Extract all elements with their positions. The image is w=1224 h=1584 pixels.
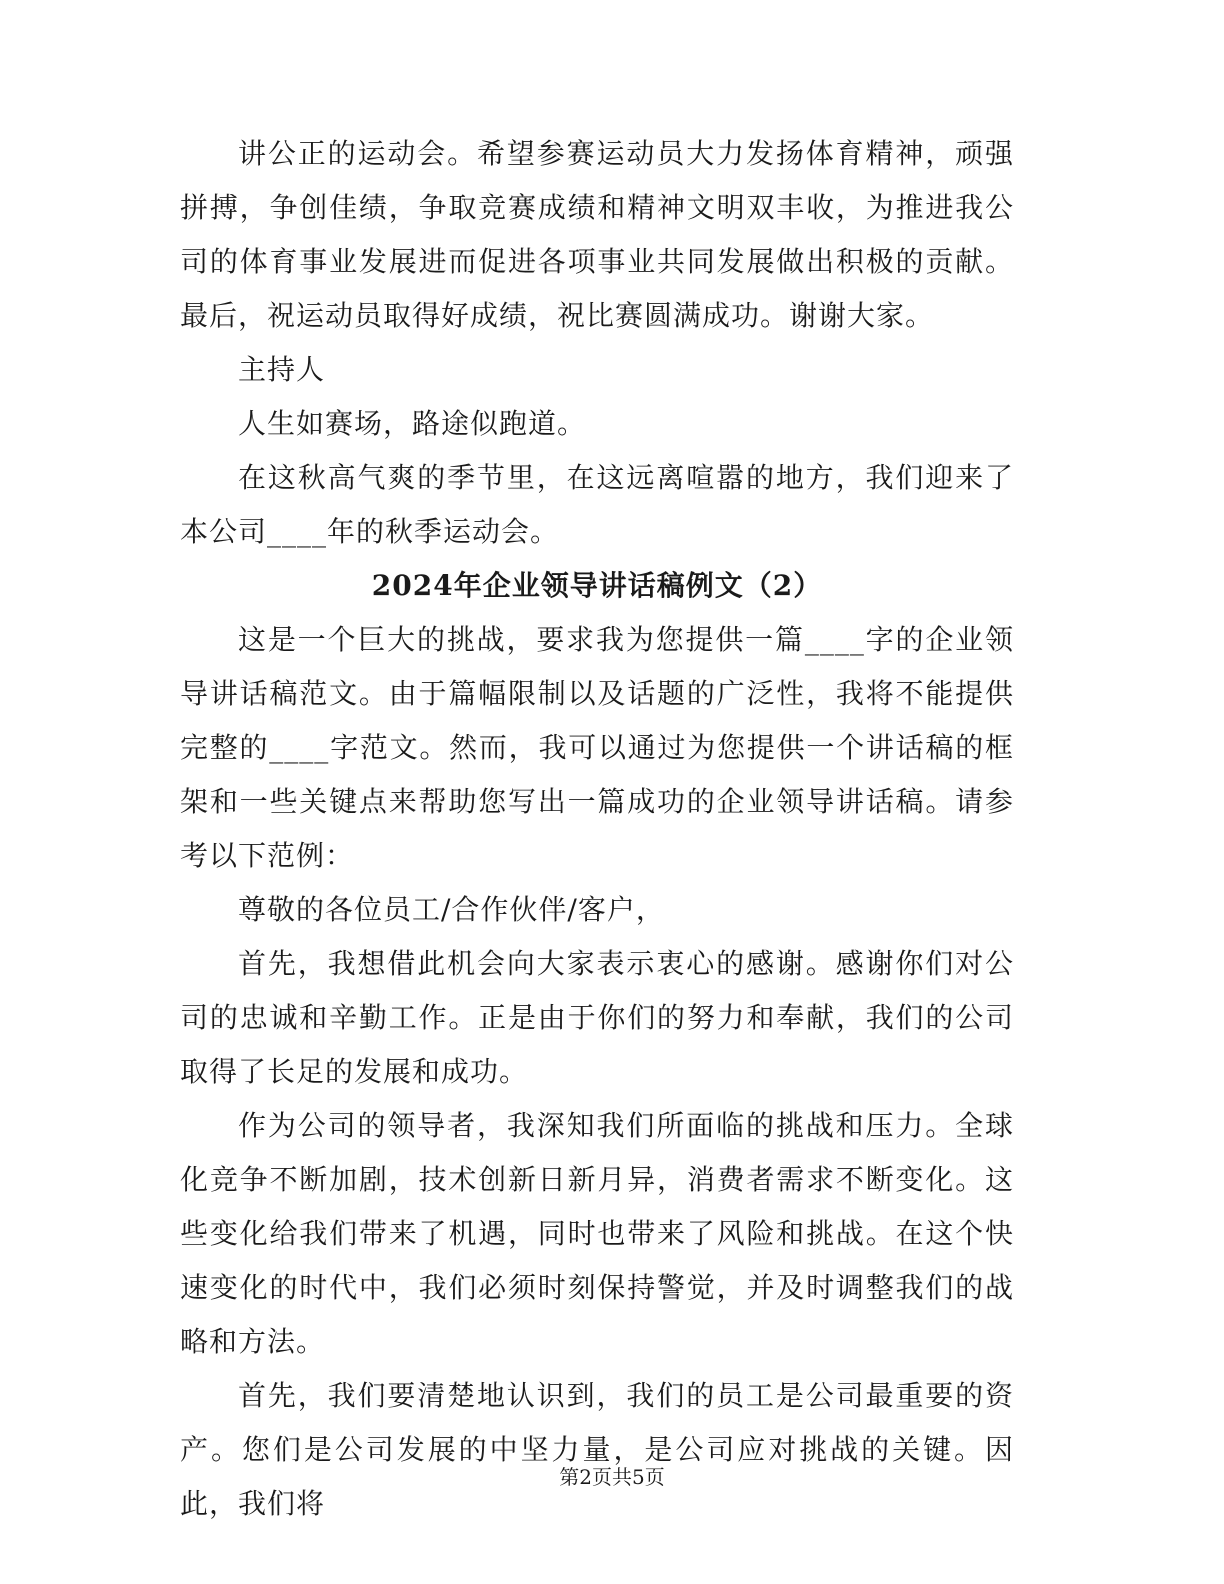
paragraph: 讲公正的运动会。希望参赛运动员大力发扬体育精神，顽强拼搏，争创佳绩，争取竞赛成绩和精神文明双丰收，为推进我公司的体育事业发展进而促进各项事业共同发展做出积极的贡献。最后，祝运动员取得好成绩，祝比赛圆满成功。谢谢大家。 [180, 137, 1014, 332]
paragraph: 作为公司的领导者，我深知我们所面临的挑战和压力。全球化竞争不断加剧，技术创新日新月异，消费者需求不断变化。这些变化给我们带来了机遇，同时也带来了风险和挑战。在这个快速变化的时代中，我们必须时刻保持警觉，并及时调整我们的战略和方法。 [180, 1109, 1014, 1358]
paragraph: 尊敬的各位员工/合作伙伴/客户， [238, 893, 665, 926]
section-title: 2024年企业领导讲话稿例文（2） [371, 569, 823, 602]
paragraph: 这是一个巨大的挑战，要求我为您提供一篇____字的企业领导讲话稿范文。由于篇幅限制以及话题的广泛性，我将不能提供完整的____字范文。然而，我可以通过为您提供一个讲话稿的框架和一些关键点来帮助您写出一篇成功的企业领导讲话稿。请参考以下范例： [180, 623, 1014, 872]
paragraph: 主持人 [238, 353, 326, 386]
paragraph: 人生如赛场，路途似跑道。 [238, 407, 587, 440]
paragraph: 首先，我想借此机会向大家表示衷心的感谢。感谢你们对公司的忠诚和辛勤工作。正是由于你们的努力和奉献，我们的公司取得了长足的发展和成功。 [180, 947, 1014, 1088]
document-body [180, 127, 1014, 1531]
page-number: 第2页共5页 [559, 1465, 665, 1489]
paragraph: 在这秋高气爽的季节里，在这远离喧嚣的地方，我们迎来了本公司____年的秋季运动会。 [180, 461, 1014, 548]
paragraph: 首先，我们要清楚地认识到，我们的员工是公司最重要的资产。您们是公司发展的中坚力量，是公司应对挑战的关键。因此，我们将 [180, 1379, 1014, 1520]
